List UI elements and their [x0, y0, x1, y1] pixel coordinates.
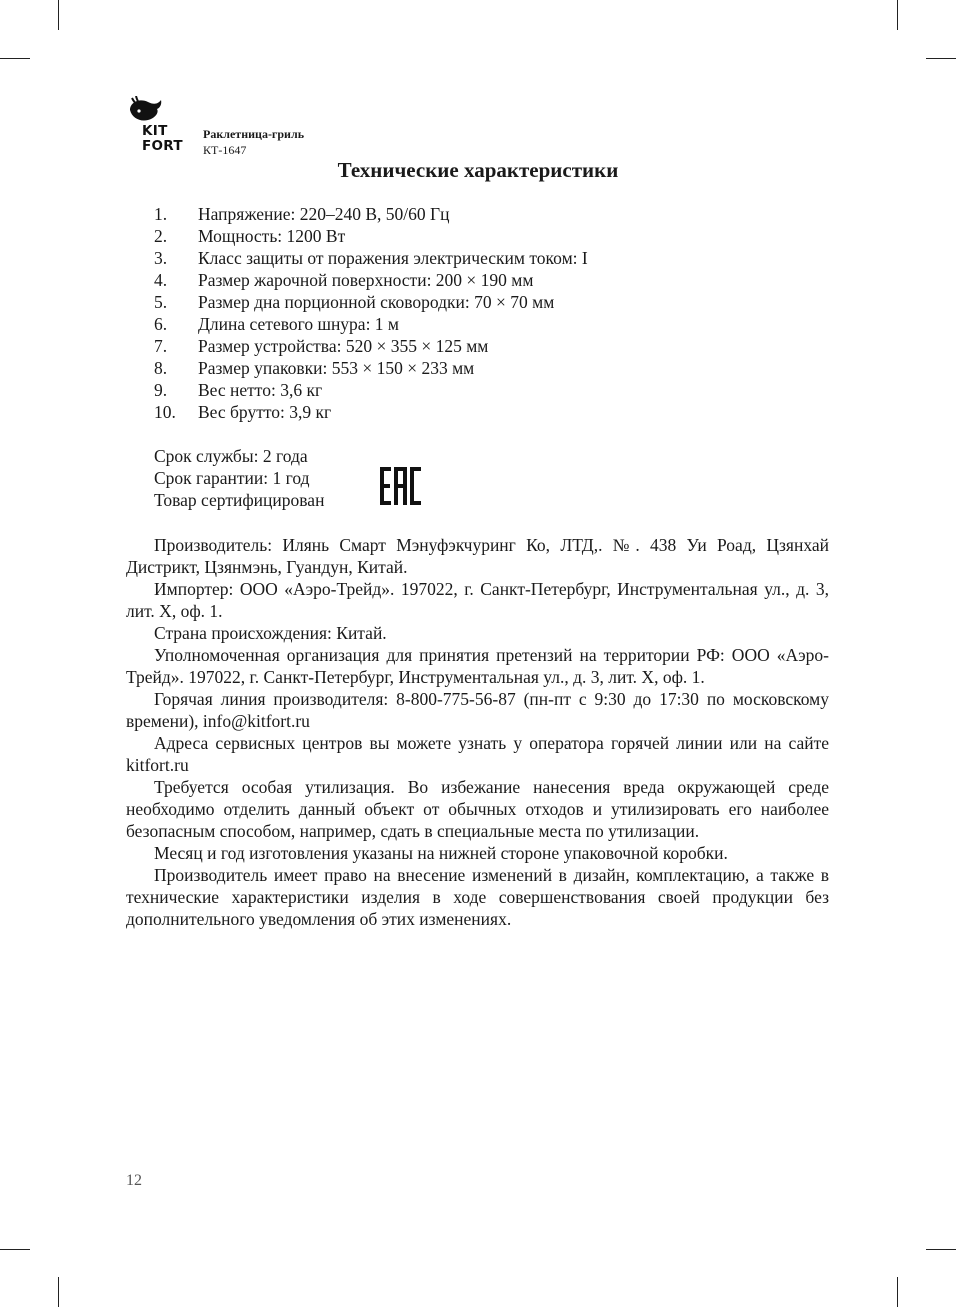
disposal-paragraph: Требуется особая утилизация. Во избежание нанесения вреда окружающей среде необходимо отделить данный объект от обычных отходов и утилизировать его наиболее безопасным способом, например, сдать в специальные места по утилизации. — [126, 777, 829, 841]
page-number: 12 — [126, 1172, 142, 1189]
spec-item — [154, 357, 834, 379]
spec-item — [154, 379, 834, 401]
crop-mark-top-right-vertical — [897, 0, 898, 30]
brand-line-2: FORT — [142, 138, 183, 154]
manufacture-date-paragraph: Месяц и год изготовления указаны на нижней стороне упаковочной коробки. — [154, 843, 728, 863]
crop-mark-top-left-vertical — [58, 0, 59, 30]
importer-paragraph: Импортер: ООО «Аэро-Трейд». 197022, г. Санкт-Петербург, Инструментальная ул., д. 3, лит. Х, оф. 1. — [126, 579, 829, 621]
spec-text: Вес нетто: 3,6 кг — [198, 380, 323, 400]
eac-certification-mark-icon — [378, 466, 422, 506]
spec-item — [154, 225, 834, 247]
changes-disclaimer-paragraph: Производитель имеет право на внесение изменений в дизайн, комплектацию, а также в технические характеристики изделия в ходе совершенствования своей продукции без дополнительного уведомления об этих изменениях. — [126, 865, 829, 929]
spec-number: 1. — [154, 204, 168, 224]
spec-item — [154, 203, 834, 225]
spec-text: Длина сетевого шнура: 1 м — [198, 314, 400, 334]
spec-number: 6. — [154, 314, 168, 334]
spec-number: 7. — [154, 336, 168, 356]
spec-text: Размер дна порционной сковородки: 70 × 70 мм — [198, 292, 555, 312]
brand-wordmark — [142, 124, 183, 154]
claims-organization-paragraph: Уполномоченная организация для принятия претензий на территории РФ: ООО «Аэро-Трейд». 197022, г. Санкт-Петербург, Инструментальная ул., д. 3, лит. Х, оф. 1. — [126, 645, 829, 687]
spec-number: 8. — [154, 358, 168, 378]
crop-mark-top-left-horizontal — [0, 58, 30, 59]
service-terms — [154, 445, 324, 511]
hotline-paragraph: Горячая линия производителя: 8-800-775-56-87 (пн-пт с 9:30 до 17:30 по московскому времени), info@kitfort.ru — [126, 689, 829, 731]
spec-text: Мощность: 1200 Вт — [198, 226, 346, 246]
specs-list — [154, 203, 834, 423]
spec-item — [154, 291, 834, 313]
spec-text: Размер упаковки: 553 × 150 × 233 мм — [198, 358, 475, 378]
manufacturer-paragraph: Производитель: Илянь Смарт Мэнуфэкчуринг Ко, ЛТД,. №. 438 Уи Роад, Цзянхай Дистрикт, Цзянмэнь, Гуандун, Китай. — [126, 535, 829, 577]
product-header — [203, 126, 304, 158]
service-centers-paragraph: Адреса сервисных центров вы можете узнать у оператора горячей линии или на сайте kitfort.ru — [126, 733, 829, 775]
spec-item — [154, 247, 834, 269]
spec-text: Размер устройства: 520 × 355 × 125 мм — [198, 336, 489, 356]
spec-number: 4. — [154, 270, 168, 290]
whale-logo-icon — [126, 96, 166, 126]
spec-item — [154, 401, 834, 423]
legal-info — [126, 534, 829, 930]
crop-mark-bottom-right-vertical — [897, 1277, 898, 1307]
product-model: КТ-1647 — [203, 143, 247, 157]
service-life: Срок службы: 2 года — [154, 446, 308, 466]
page-title: Технические характеристики — [337, 158, 619, 182]
spec-text: Напряжение: 220–240 В, 50/60 Гц — [198, 204, 450, 224]
brand-line-1: KIT — [142, 123, 168, 139]
crop-mark-bottom-left-horizontal — [0, 1249, 30, 1250]
crop-mark-top-right-horizontal — [926, 58, 956, 59]
spec-item — [154, 269, 834, 291]
spec-number: 2. — [154, 226, 168, 246]
crop-mark-bottom-left-vertical — [58, 1277, 59, 1307]
spec-text: Класс защиты от поражения электрическим током: I — [198, 248, 588, 268]
spec-number: 10. — [154, 402, 176, 422]
spec-text: Вес брутто: 3,9 кг — [198, 402, 332, 422]
spec-number: 5. — [154, 292, 168, 312]
certification-note: Товар сертифицирован — [154, 490, 325, 510]
origin-paragraph: Страна происхождения: Китай. — [154, 623, 387, 643]
brand-logo — [124, 96, 194, 156]
spec-number: 3. — [154, 248, 168, 268]
spec-item — [154, 335, 834, 357]
product-name: Раклетница-гриль — [203, 127, 305, 141]
spec-item — [154, 313, 834, 335]
spec-number: 9. — [154, 380, 168, 400]
warranty-period: Срок гарантии: 1 год — [154, 468, 310, 488]
spec-text: Размер жарочной поверхности: 200 × 190 мм — [198, 270, 534, 290]
crop-mark-bottom-right-horizontal — [926, 1249, 956, 1250]
